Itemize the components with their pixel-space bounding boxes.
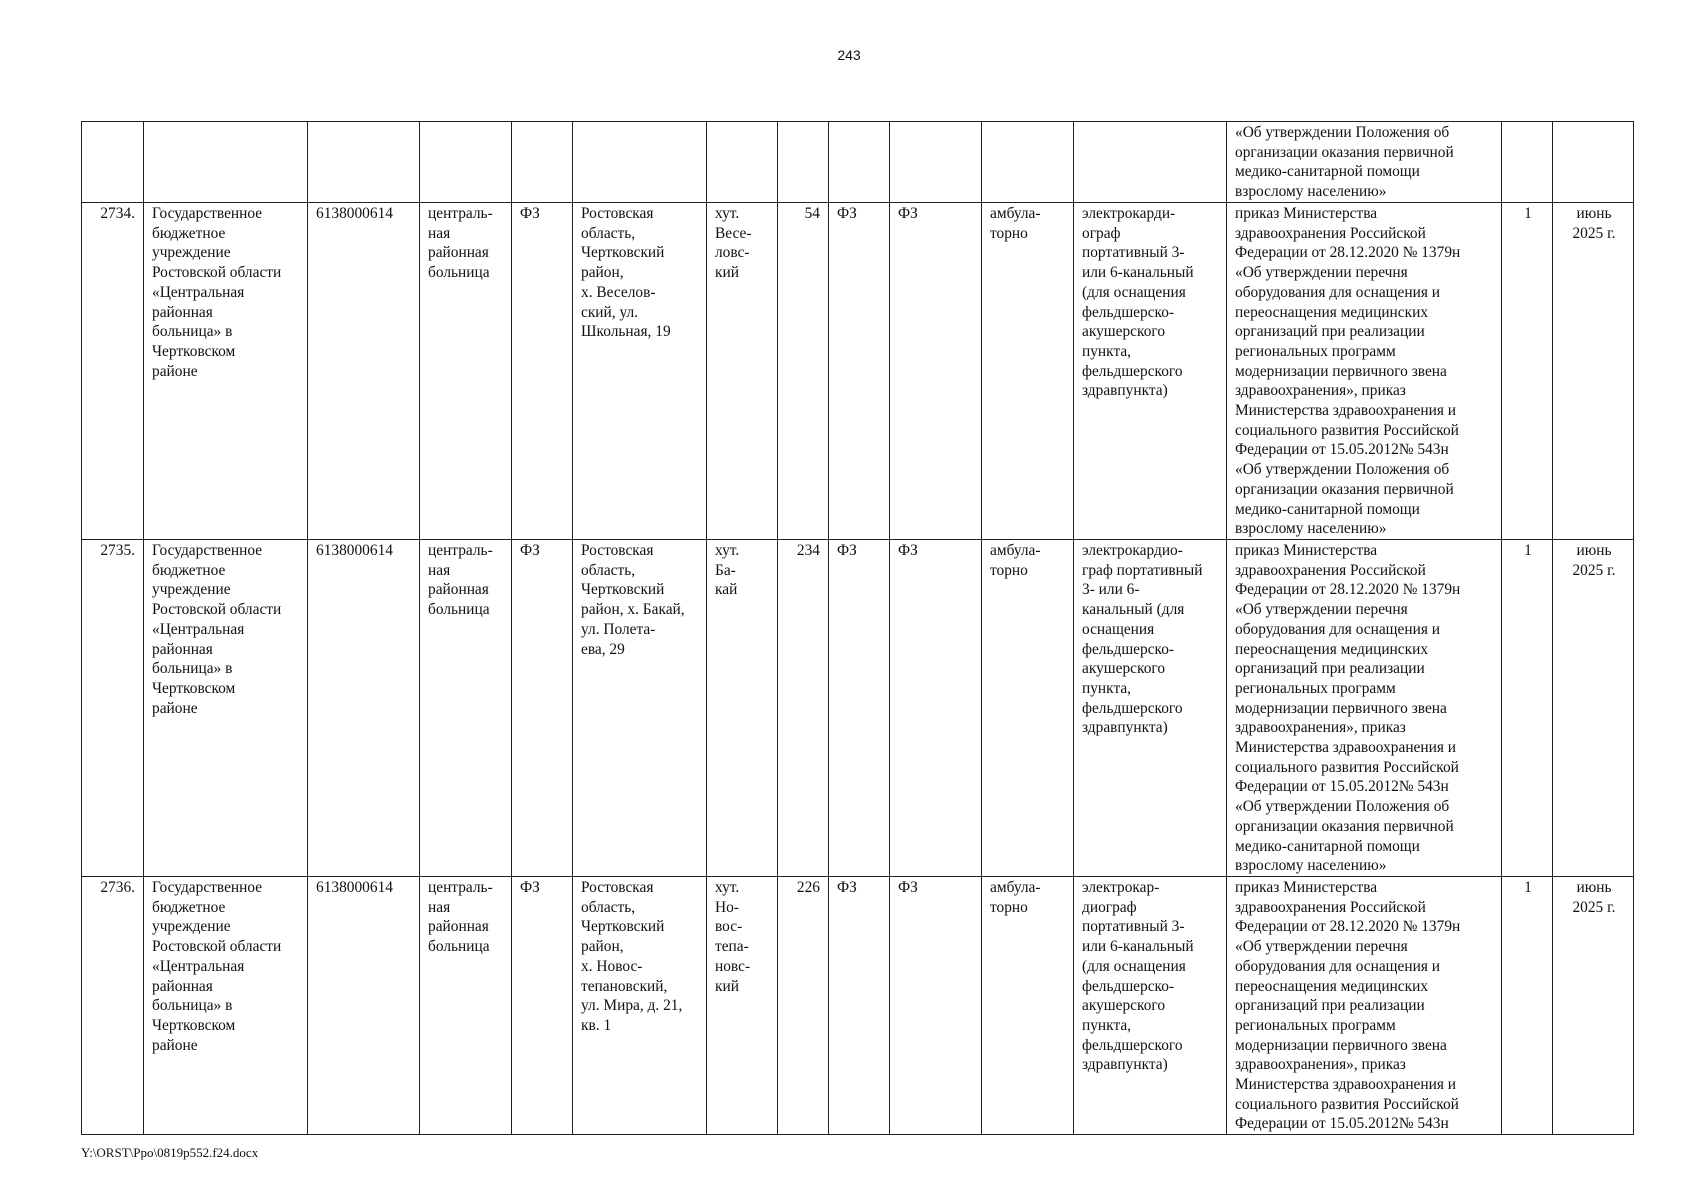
equipment-table bbox=[81, 121, 1634, 1135]
cell-legal-basis: приказ Министерства здравоохранения Российской Федерации от 28.12.2020 № 1379н «Об утверждении перечня оборудования для оснащения и переоснащения медицинских организаций при реализации региональных программ модернизации первичного звена здравоохранения», приказ Министерства здравоохранения и социального развития Российской Федерации от 15.05.2012№ 543н bbox=[1227, 877, 1502, 1135]
cell-equipment bbox=[1074, 122, 1227, 203]
cell-funding-source: ФЗ bbox=[512, 203, 573, 540]
cell-column-10 bbox=[890, 122, 982, 203]
cell-quantity: 1 bbox=[1502, 540, 1553, 877]
cell-quantity: 1 bbox=[1502, 203, 1553, 540]
cell-organization-type: централь- ная районная больница bbox=[420, 203, 512, 540]
cell-row-number: 2734. bbox=[82, 203, 144, 540]
cell-column-9: ФЗ bbox=[829, 540, 890, 877]
cell-care-form bbox=[982, 122, 1074, 203]
cell-column-10: ФЗ bbox=[890, 203, 982, 540]
table-row bbox=[82, 203, 1634, 540]
cell-delivery-date: июнь 2025 г. bbox=[1553, 540, 1634, 877]
table-row bbox=[82, 122, 1634, 203]
cell-inn: 6138000614 bbox=[308, 540, 420, 877]
cell-care-form: амбула- торно bbox=[982, 203, 1074, 540]
cell-locality: хут. Но- вос- тепа- новс- кий bbox=[707, 877, 778, 1135]
cell-quantity: 1 bbox=[1502, 877, 1553, 1135]
cell-inn: 6138000614 bbox=[308, 877, 420, 1135]
cell-quantity bbox=[1502, 122, 1553, 203]
cell-organization-name: Государственное бюджетное учреждение Ростовской области «Центральная районная больница» в Чертковском районе bbox=[144, 203, 308, 540]
cell-row-number: 2736. bbox=[82, 877, 144, 1135]
cell-equipment: электрокар- диограф портативный 3- или 6-канальный (для оснащения фельдшерско- акушерского пункта, фельдшерского здравпункта) bbox=[1074, 877, 1227, 1135]
cell-column-9: ФЗ bbox=[829, 203, 890, 540]
cell-address: Ростовская область, Чертковский район, х. Бакай, ул. Полета- ева, 29 bbox=[573, 540, 707, 877]
cell-population bbox=[778, 122, 829, 203]
cell-column-10: ФЗ bbox=[890, 540, 982, 877]
cell-organization-name: Государственное бюджетное учреждение Ростовской области «Центральная районная больница» в Чертковском районе bbox=[144, 540, 308, 877]
cell-funding-source: ФЗ bbox=[512, 877, 573, 1135]
cell-row-number: 2735. bbox=[82, 540, 144, 877]
cell-population: 54 bbox=[778, 203, 829, 540]
cell-care-form: амбула- торно bbox=[982, 877, 1074, 1135]
cell-organization-name bbox=[144, 122, 308, 203]
cell-organization-type bbox=[420, 122, 512, 203]
cell-locality bbox=[707, 122, 778, 203]
cell-funding-source: ФЗ bbox=[512, 540, 573, 877]
cell-population: 226 bbox=[778, 877, 829, 1135]
page-number: 243 bbox=[837, 47, 861, 63]
cell-column-9: ФЗ bbox=[829, 877, 890, 1135]
table-row bbox=[82, 540, 1634, 877]
cell-organization-type: централь- ная районная больница bbox=[420, 540, 512, 877]
table-body bbox=[82, 122, 1634, 1135]
cell-inn bbox=[308, 122, 420, 203]
cell-care-form: амбула- торно bbox=[982, 540, 1074, 877]
cell-organization-type: централь- ная районная больница bbox=[420, 877, 512, 1135]
cell-legal-basis: приказ Министерства здравоохранения Российской Федерации от 28.12.2020 № 1379н «Об утверждении перечня оборудования для оснащения и переоснащения медицинских организаций при реализации региональных программ модернизации первичного звена здравоохранения», приказ Министерства здравоохранения и социального развития Российской Федерации от 15.05.2012№ 543н «Об утверждении Положения об организации оказания первичной медико-санитарной помощи взрослому населению» bbox=[1227, 540, 1502, 877]
cell-delivery-date bbox=[1553, 122, 1634, 203]
cell-inn: 6138000614 bbox=[308, 203, 420, 540]
file-path-footer: Y:\ORST\Ppo\0819p552.f24.docx bbox=[81, 1145, 259, 1160]
table-row bbox=[82, 877, 1634, 1135]
cell-equipment: электрокардио- граф портативный 3- или 6- канальный (для оснащения фельдшерско- акушерского пункта, фельдшерского здравпункта) bbox=[1074, 540, 1227, 877]
cell-legal-basis: приказ Министерства здравоохранения Российской Федерации от 28.12.2020 № 1379н «Об утверждении перечня оборудования для оснащения и переоснащения медицинских организаций при реализации региональных программ модернизации первичного звена здравоохранения», приказ Министерства здравоохранения и социального развития Российской Федерации от 15.05.2012№ 543н «Об утверждении Положения об организации оказания первичной медико-санитарной помощи взрослому населению» bbox=[1227, 203, 1502, 540]
cell-row-number bbox=[82, 122, 144, 203]
cell-locality: хут. Ба- кай bbox=[707, 540, 778, 877]
cell-address: Ростовская область, Чертковский район, х. Новос- тепановский, ул. Мира, д. 21, кв. 1 bbox=[573, 877, 707, 1135]
cell-column-9 bbox=[829, 122, 890, 203]
cell-delivery-date: июнь 2025 г. bbox=[1553, 203, 1634, 540]
cell-delivery-date: июнь 2025 г. bbox=[1553, 877, 1634, 1135]
cell-locality: хут. Весе- ловс- кий bbox=[707, 203, 778, 540]
cell-organization-name: Государственное бюджетное учреждение Ростовской области «Центральная районная больница» в Чертковском районе bbox=[144, 877, 308, 1135]
cell-population: 234 bbox=[778, 540, 829, 877]
cell-funding-source bbox=[512, 122, 573, 203]
cell-legal-basis: «Об утверждении Положения об организации оказания первичной медико-санитарной помощи взрослому населению» bbox=[1227, 122, 1502, 203]
cell-address: Ростовская область, Чертковский район, х. Веселов- ский, ул. Школьная, 19 bbox=[573, 203, 707, 540]
cell-address bbox=[573, 122, 707, 203]
cell-equipment: электрокарди- ограф портативный 3- или 6-канальный (для оснащения фельдшерско- акушерского пункта, фельдшерского здравпункта) bbox=[1074, 203, 1227, 540]
cell-column-10: ФЗ bbox=[890, 877, 982, 1135]
